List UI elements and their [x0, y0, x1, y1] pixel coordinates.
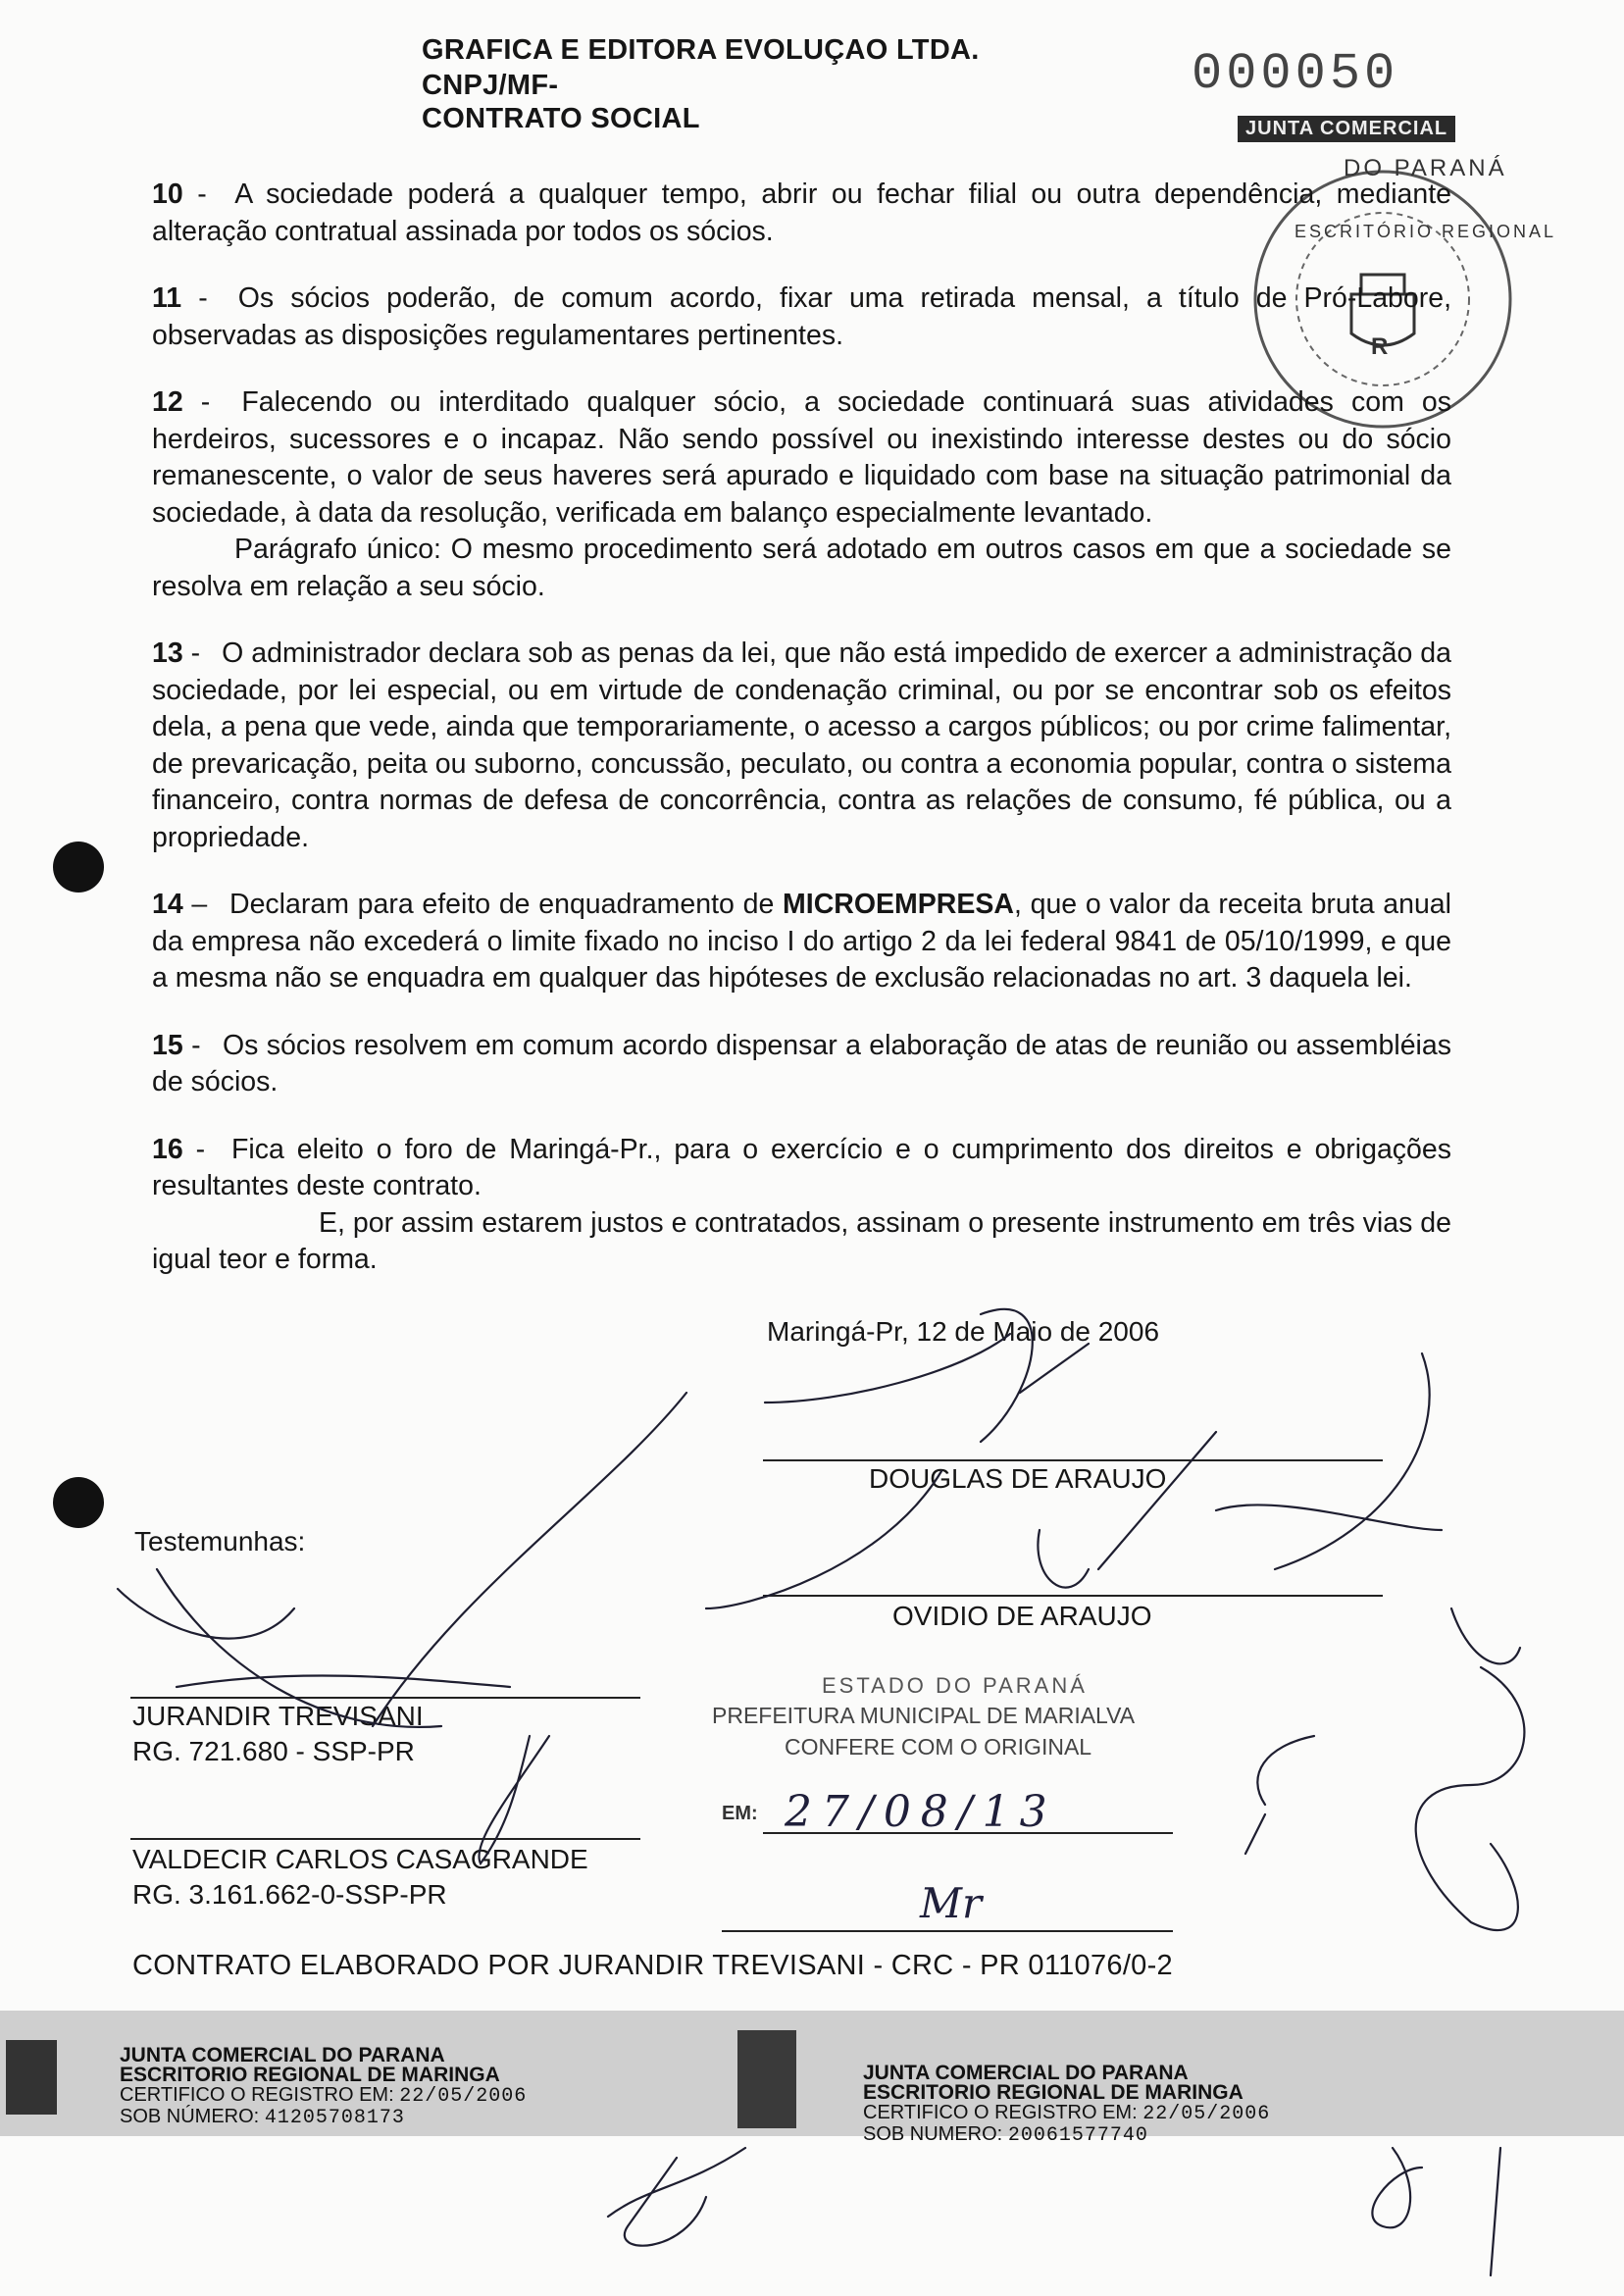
- prefeitura-confere: CONFERE COM O ORIGINAL: [785, 1734, 1092, 1760]
- signature-ovidio: [1038, 1353, 1442, 1588]
- cnpj-label: CNPJ/MF-: [422, 70, 559, 101]
- clause-text: Os sócios resolvem em comum acordo dispensar a elaboração de atas de reunião ou assembléias de sócios.: [152, 1029, 1451, 1097]
- rubric-bottom-right: [1372, 2148, 1500, 2275]
- clause-number: 11 -: [152, 282, 225, 314]
- signatory-1-name: DOUGLAS DE ARAUJO: [869, 1463, 1167, 1494]
- clause-number: 12 -: [152, 386, 228, 418]
- clause-12-paragraph: Parágrafo único: O mesmo procedimento será adotado em outros casos em que a sociedade se resolva em relação a seu sócio.: [152, 534, 1451, 602]
- witnesses-label: Testemunhas:: [134, 1526, 306, 1556]
- clause-text-cont: , que o valor da receita bruta anual da empresa não excederá o limite fixado no inciso I do artigo 2 da lei federal 9841 de 05/10/1999, e que a mesma não se enquadra em qualquer das hipóteses de exclusão relacionadas no art. 3 daquela lei.: [152, 889, 1451, 994]
- registry-stamp-1: [120, 2046, 527, 2128]
- signatory-2-name: OVIDIO DE ARAUJO: [892, 1601, 1152, 1631]
- signature-witness-2: [479, 1736, 549, 1863]
- clause-text: A sociedade poderá a qualquer tempo, abrir ou fechar filial ou outra dependência, mediante alteração contratual assinada por todos os sócios.: [152, 179, 1452, 247]
- registry-1-office: ESCRITORIO REGIONAL DE MARINGA: [120, 2064, 500, 2086]
- registry-2-office: ESCRITORIO REGIONAL DE MARINGA: [863, 2081, 1243, 2104]
- clause-number: 13 -: [152, 638, 209, 669]
- rubric-right-margin: [1416, 1608, 1525, 1930]
- registry-stamp-2: [863, 2064, 1270, 2146]
- clause-number: 14 –: [152, 889, 216, 920]
- prefeitura-date-handwritten: 27/08/13: [785, 1787, 1057, 1837]
- clause-number: 16 -: [152, 1133, 219, 1165]
- clause-text: Fica eleito o foro de Maringá-Pr., para o exercício e o cumprimento dos direitos e obrigações resultantes deste contrato.: [152, 1133, 1451, 1201]
- seal-office-text: ESCRITÓRIO REGIONAL: [1294, 222, 1557, 241]
- registry-2-title: JUNTA COMERCIAL DO PARANA: [863, 2062, 1189, 2084]
- clause-text: Falecendo ou interditado qualquer sócio, a sociedade continuará suas atividades com os herdeiros, sucessores e o incapaz. Não sendo possível ou inexistindo interesse destes ou do sócio remanescente, o valor de seus haveres será apurado e liquidado com base na situação patrimonial da sociedade, à data da resolução, verificada em balanço especialmente levantado.: [152, 386, 1452, 529]
- rubric-small: [1245, 1736, 1314, 1854]
- prefeitura-state: ESTADO DO PARANÁ: [822, 1673, 1088, 1698]
- seal-state-text: DO PARANÁ: [1344, 155, 1507, 181]
- clause-number: 15 -: [152, 1029, 209, 1061]
- witness-1-name: JURANDIR TREVISANI: [132, 1701, 424, 1731]
- coat-of-arms-icon: [6, 2040, 57, 2115]
- rubric-bottom-left: [608, 2148, 745, 2246]
- page-number-stamp: 000050: [1192, 45, 1399, 103]
- witness-2-name: VALDECIR CARLOS CASAGRANDE: [132, 1844, 588, 1874]
- prefeitura-em-label: EM:: [722, 1803, 758, 1824]
- clause-text: Os sócios poderão, de comum acordo, fixar uma retirada mensal, a título de Pró-Labore, observadas as disposições regulamentares pertinentes.: [152, 282, 1452, 351]
- prefeitura-name: PREFEITURA MUNICIPAL DE MARIALVA: [712, 1703, 1136, 1728]
- place-date: Maringá-Pr, 12 de Maio de 2006: [767, 1316, 1160, 1347]
- junta-comercial-band: JUNTA COMERCIAL: [1238, 116, 1455, 142]
- registry-1-title: JUNTA COMERCIAL DO PARANA: [120, 2044, 445, 2066]
- coat-of-arms-icon: [737, 2030, 796, 2128]
- witness-2-rg: RG. 3.161.662-0-SSP-PR: [132, 1879, 447, 1910]
- witness-1-rg: RG. 721.680 - SSP-PR: [132, 1736, 415, 1766]
- closing-paragraph: E, por assim estarem justos e contratados, assinam o presente instrumento em três vias de igual teor e forma.: [152, 1206, 1451, 1275]
- company-name: GRAFICA E EDITORA EVOLUÇAO LTDA.: [422, 34, 980, 66]
- document-type: CONTRATO SOCIAL: [422, 103, 700, 134]
- registry-1-cert: CERTIFICO O REGISTRO EM: 22/05/2006: [120, 2084, 528, 2108]
- signature-douglas: [706, 1309, 1089, 1608]
- prepared-by: CONTRATO ELABORADO POR JURANDIR TREVISANI - CRC - PR 011076/0-2: [132, 1950, 1173, 1981]
- registry-2-sob: SOB NUMERO: 20061577740: [863, 2123, 1148, 2147]
- clause-number: 10 -: [152, 179, 222, 210]
- prefeitura-initials: Mr: [920, 1879, 983, 1927]
- microempresa-term: MICROEMPRESA: [783, 889, 1014, 920]
- clause-text: O administrador declara sob as penas da lei, que não está impedido de exercer a administração da sociedade, por lei especial, ou em virtude de condenação criminal, ou por se encontrar sob os efeitos dela, a pena que vede, ainda que temporariamente, o acesso a cargos públicos; ou por crime falimentar, de prevaricação, peita ou suborno, concussão, peculato, ou contra a economia popular, contra o sistema financeiro, contra normas de defesa de concorrência, contra as relações de consumo, fé pública, ou a propriedade.: [152, 638, 1451, 853]
- registry-2-cert: CERTIFICO O REGISTRO EM: 22/05/2006: [863, 2102, 1271, 2125]
- signature-witness-1: [118, 1393, 686, 1727]
- binder-hole: [53, 1477, 104, 1528]
- registry-1-sob: SOB NÚMERO: 41205708173: [120, 2106, 405, 2129]
- seal-center-letter: R: [1371, 333, 1389, 360]
- binder-hole: [53, 842, 104, 893]
- clause-text: Declaram para efeito de enquadramento de: [228, 889, 784, 920]
